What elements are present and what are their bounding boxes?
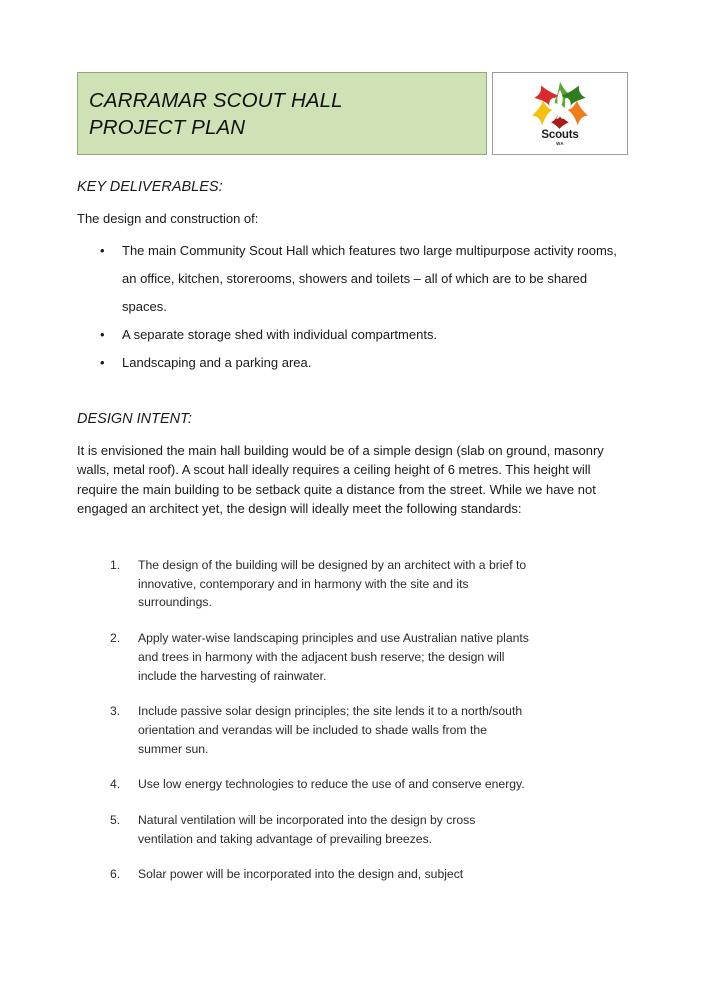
- list-item-number: 6.: [110, 867, 121, 882]
- page-title-line-2: PROJECT PLAN: [89, 115, 246, 139]
- scouts-logo: [493, 81, 627, 147]
- numbered-list-item: [110, 702, 530, 758]
- list-item-number: 4.: [110, 777, 121, 792]
- scouts-submark: WA: [556, 140, 564, 146]
- list-item-text: The main Community Scout Hall which features two large multipurpose activity rooms, an office, kitchen, storerooms, showers and toilets – all of which are to be shared spaces.: [122, 243, 617, 314]
- list-item-text: Solar power will be incorporated into the design and, subject: [138, 867, 464, 882]
- page-title-line-1: CARRAMAR SCOUT HALL: [89, 88, 343, 112]
- list-item-text: Apply water-wise landscaping principles and use Australian native plants and trees in harmony with the adjacent bush reserve; the design will include the harvesting of rainwater.: [138, 631, 529, 683]
- list-item-text: The design of the building will be designed by an architect with a brief to innovative, contemporary and in harmony with the site and its surroundings.: [138, 558, 527, 610]
- list-item-text: Landscaping and a parking area.: [122, 355, 312, 370]
- design-standards-numbered-list: [110, 556, 530, 901]
- document-header-table: [77, 72, 628, 155]
- list-item-number: 5.: [110, 813, 121, 828]
- logo-cell: [492, 72, 628, 155]
- bullet-icon: •: [100, 243, 105, 258]
- list-item-text: A separate storage shed with individual compartments.: [122, 327, 438, 342]
- list-item-number: 2.: [110, 631, 121, 646]
- design-intent-paragraph: It is envisioned the main hall building would be of a simple design (slab on ground, masonry walls, metal roof). A scout hall ideally requires a ceiling height of 6 metres. This height will require the main building to be setback quite a distance from the street. While we have not engaged an architect yet, the design will ideally meet the following standards:: [77, 443, 604, 516]
- section-heading-key-deliverables: KEY DELIVERABLES:: [77, 179, 223, 195]
- bullet-icon: •: [100, 355, 105, 370]
- list-item-text: Natural ventilation will be incorporated into the design by cross ventilation and taking advantage of prevailing breezes.: [138, 813, 476, 846]
- numbered-list-item: [110, 556, 530, 612]
- list-item: [77, 321, 628, 349]
- list-item: [77, 237, 628, 321]
- list-item-number: 1.: [110, 558, 121, 572]
- numbered-list-item: [110, 629, 530, 685]
- list-item-text: Use low energy technologies to reduce the use of and conserve energy.: [138, 777, 525, 792]
- numbered-list-item: [110, 865, 530, 884]
- scouts-wordmark: Scouts: [541, 128, 579, 141]
- list-item-text: Include passive solar design principles; the site lends it to a north/south orientation and verandas will be included to shade walls from the summer sun.: [138, 704, 523, 756]
- key-deliverables-bullet-list: [77, 237, 628, 377]
- numbered-list-item: [110, 775, 530, 794]
- list-item-number: 3.: [110, 704, 121, 719]
- scouts-star-fleur-de-lis-icon: [531, 81, 589, 129]
- key-deliverables-intro: The design and construction of:: [77, 211, 259, 226]
- list-item: [77, 349, 628, 377]
- bullet-icon: •: [100, 327, 105, 342]
- numbered-list-item: [110, 811, 530, 848]
- section-heading-design-intent: DESIGN INTENT:: [77, 411, 192, 427]
- title-cell: [77, 72, 487, 155]
